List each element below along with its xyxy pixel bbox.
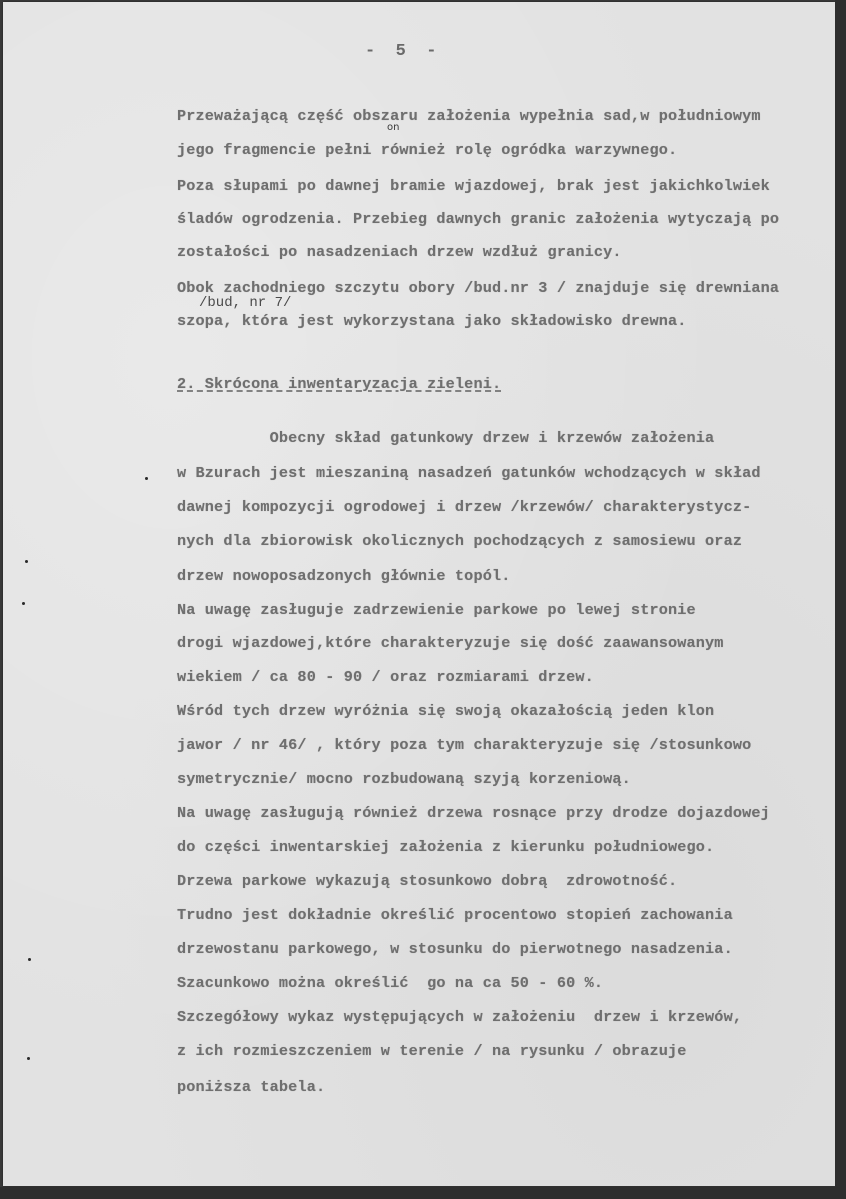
text-line: Trudno jest dokładnie określić procentowo stopień zachowania bbox=[177, 906, 733, 924]
text-line: drzew nowoposadzonych głównie topól. bbox=[177, 567, 511, 585]
text-line: Poza słupami po dawnej bramie wjazdowej, brak jest jakichkolwiek bbox=[177, 177, 770, 195]
text-line: drogi wjazdowej,które charakteryzuje się dość zaawansowanym bbox=[177, 634, 724, 652]
text-line: Szczegółowy wykaz występujących w założeniu drzew i krzewów, bbox=[177, 1008, 743, 1026]
page-number: - 5 - bbox=[365, 42, 437, 61]
text-line: Na uwagę zasługują również drzewa rosnące przy drodze dojazdowej bbox=[177, 804, 770, 822]
scan-speck bbox=[28, 958, 31, 961]
text-line: śladów ogrodzenia. Przebieg dawnych granic założenia wytyczają po bbox=[177, 210, 780, 228]
text-line: symetrycznie/ mocno rozbudowaną szyją korzeniową. bbox=[177, 770, 631, 788]
text-line: do części inwentarskiej założenia z kierunku południowego. bbox=[177, 838, 715, 856]
text-line: w Bzurach jest mieszaniną nasadzeń gatunków wchodzących w skład bbox=[177, 464, 761, 482]
handwritten-insertion: on bbox=[387, 122, 400, 133]
scan-speck bbox=[145, 477, 148, 480]
text-line: wiekiem / ca 80 - 90 / oraz rozmiarami drzew. bbox=[177, 668, 594, 686]
text-line: Na uwagę zasługuje zadrzewienie parkowe po lewej stronie bbox=[177, 601, 696, 619]
scan-border-bottom bbox=[0, 1187, 846, 1199]
scan-speck bbox=[25, 560, 28, 563]
text-line: Drzewa parkowe wykazują stosunkowo dobrą zdrowotność. bbox=[177, 872, 678, 890]
text-line: dawnej kompozycji ogrodowej i drzew /krzewów/ charakterystycz- bbox=[177, 498, 752, 516]
text-line: jawor / nr 46/ , który poza tym charakteryzuje się /stosunkowo bbox=[177, 736, 752, 754]
text-line: Przeważającą część obszaru założenia wypełnia sad,w południowym bbox=[177, 107, 761, 125]
text-line: Wśród tych drzew wyróżnia się swoją okazałością jeden klon bbox=[177, 702, 715, 720]
text-line: Obecny skład gatunkowy drzew i krzewów założenia bbox=[177, 429, 715, 447]
scan-speck bbox=[22, 602, 25, 605]
text-line: Szacunkowo można określić go na ca 50 - 60 %. bbox=[177, 974, 604, 992]
text-line: poniższa tabela. bbox=[177, 1078, 326, 1096]
text-line: Obok zachodniego szczytu obory /bud.nr 3 / znajduje się drewniana bbox=[177, 279, 780, 297]
section-heading: 2. Skrócona inwentaryzacja zieleni. bbox=[177, 375, 502, 393]
scan-speck bbox=[27, 1057, 30, 1060]
scan-border-right bbox=[835, 0, 846, 1199]
text-line: nych dla zbiorowisk okolicznych pochodzących z samosiewu oraz bbox=[177, 532, 743, 550]
text-line: drzewostanu parkowego, w stosunku do pierwotnego nasadzenia. bbox=[177, 940, 733, 958]
text-line: szopa, która jest wykorzystana jako składowisko drewna. bbox=[177, 312, 687, 330]
scanned-page bbox=[3, 2, 835, 1186]
text-line: zostałości po nasadzeniach drzew wzdłuż granicy. bbox=[177, 243, 622, 261]
text-line: jego fragmencie pełni również rolę ogródka warzywnego. bbox=[177, 141, 678, 159]
text-line: z ich rozmieszczeniem w terenie / na rysunku / obrazuje bbox=[177, 1042, 687, 1060]
typed-insertion: /bud, nr 7/ bbox=[199, 295, 292, 311]
